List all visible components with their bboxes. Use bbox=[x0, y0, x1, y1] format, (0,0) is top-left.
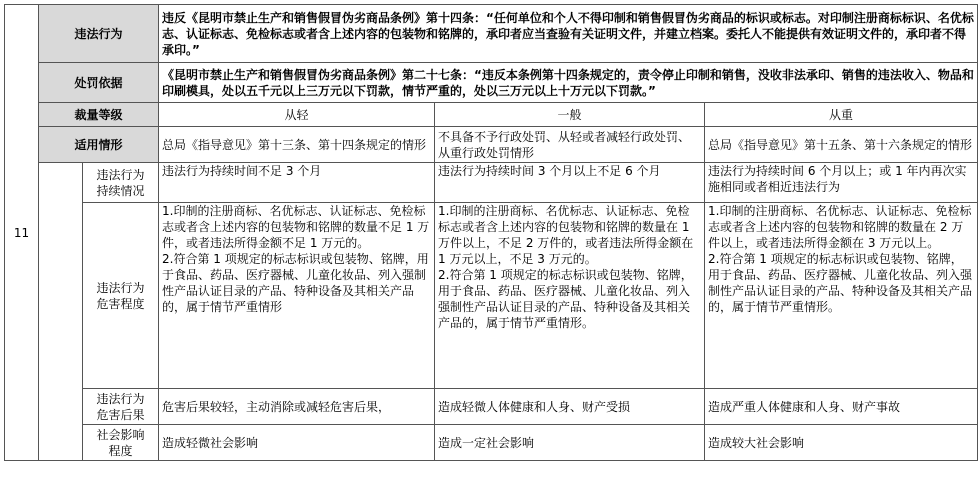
level-light: 从轻 bbox=[159, 103, 435, 127]
social-impact-normal: 造成一定社会影响 bbox=[435, 425, 705, 461]
table-row bbox=[5, 127, 978, 163]
level-heavy: 从重 bbox=[705, 103, 978, 127]
duration-normal: 违法行为持续时间 3 个月以上不足 6 个月 bbox=[435, 163, 705, 203]
illegal-act-text: 违反《昆明市禁止生产和销售假冒伪劣商品条例》第十四条：“任何单位和个人不得印制和销售假冒伪劣商品的标识或标志。对印制注册商标标识、名优标志、认证标志、免检标志或者含上述内容的包装物和铭牌的，承印者应当查验有关证明文件，并建立档案。委托人不能提供有效证明文件的，承印者不得承印。” bbox=[159, 5, 978, 63]
harm-degree-light: 1.印制的注册商标、名优标志、认证标志、免检标志或者含上述内容的包装物和铭牌的数量不足 1 万件，或者违法所得金额不足 1 万元的。 2.符合第 1 项规定的标志标识或包装物、铭牌，用于食品、药品、医疗器械、儿童化妆品、列入强制性产品认证目录的产品、特种设备及其相关产品的，属于情节严重情形 bbox=[159, 203, 435, 389]
harm-result-light: 危害后果较轻，主动消除或减轻危害后果， bbox=[159, 389, 435, 425]
penalty-basis-label: 处罚依据 bbox=[39, 63, 159, 103]
harm-result-label: 违法行为 危害后果 bbox=[83, 389, 159, 425]
duration-light: 违法行为持续时间不足 3 个月 bbox=[159, 163, 435, 203]
duration-label: 违法行为 持续情况 bbox=[83, 163, 159, 203]
harm-degree-heavy: 1.印制的注册商标、名优标志、认证标志、免检标志或者含上述内容的包装物和铭牌的数量在 2 万件以上，或者违法所得金额在 3 万元以上。 2.符合第 1 项规定的标志标识或包装物、铭牌，用于食品、药品、医疗器械、儿童化妆品、列入强制性产品认证目录的产品、特种设备及其相关产品的，属于情节严重情形。 bbox=[705, 203, 978, 389]
harm-result-heavy: 造成严重人体健康和人身、财产事故 bbox=[705, 389, 978, 425]
table-row bbox=[5, 163, 978, 203]
applicable-light: 总局《指导意见》第十三条、第十四条规定的情形 bbox=[159, 127, 435, 163]
illegal-act-label: 违法行为 bbox=[39, 5, 159, 63]
table-row bbox=[5, 203, 978, 389]
applicable-heavy: 总局《指导意见》第十五条、第十六条规定的情形 bbox=[705, 127, 978, 163]
harm-degree-normal: 1.印制的注册商标、名优标志、认证标志、免检标志或者含上述内容的包装物和铭牌的数量在 1 万件以上，不足 2 万件的，或者违法所得金额在 1 万元以上，不足 3 万元的。 2.符合第 1 项规定的标志标识或包装物、铭牌，用于食品、药品、医疗器械、儿童化妆品、列入强制性产品认证目录的产品、特种设备及其相关产品的，属于情节严重情形。 bbox=[435, 203, 705, 389]
table-row bbox=[5, 425, 978, 461]
table-row bbox=[5, 63, 978, 103]
applicable-normal: 不具备不予行政处罚、从轻或者减轻行政处罚、从重行政处罚情形 bbox=[435, 127, 705, 163]
discretion-level-label: 裁量等级 bbox=[39, 103, 159, 127]
duration-heavy: 违法行为持续时间 6 个月以上；或 1 年内再次实施相同或者相近违法行为 bbox=[705, 163, 978, 203]
discretion-standard-table bbox=[4, 4, 978, 461]
harm-degree-label: 违法行为 危害程度 bbox=[83, 203, 159, 389]
table-row bbox=[5, 5, 978, 63]
social-impact-heavy: 造成较大社会影响 bbox=[705, 425, 978, 461]
item-number-cell: 11 bbox=[5, 5, 39, 461]
penalty-basis-text: 《昆明市禁止生产和销售假冒伪劣商品条例》第二十七条：“违反本条例第十四条规定的，责令停止印制和销售，没收非法承印、销售的违法收入、物品和印刷模具，处以五千元以上三万元以下罚款，情节严重的，处以三万元以上十万元以下罚款。” bbox=[159, 63, 978, 103]
table-row bbox=[5, 103, 978, 127]
blank-merged-cell bbox=[39, 163, 83, 461]
harm-result-normal: 造成轻微人体健康和人身、财产受损 bbox=[435, 389, 705, 425]
social-impact-label: 社会影响 程度 bbox=[83, 425, 159, 461]
level-normal: 一般 bbox=[435, 103, 705, 127]
social-impact-light: 造成轻微社会影响 bbox=[159, 425, 435, 461]
table-row bbox=[5, 389, 978, 425]
applicable-circumstances-label: 适用情形 bbox=[39, 127, 159, 163]
